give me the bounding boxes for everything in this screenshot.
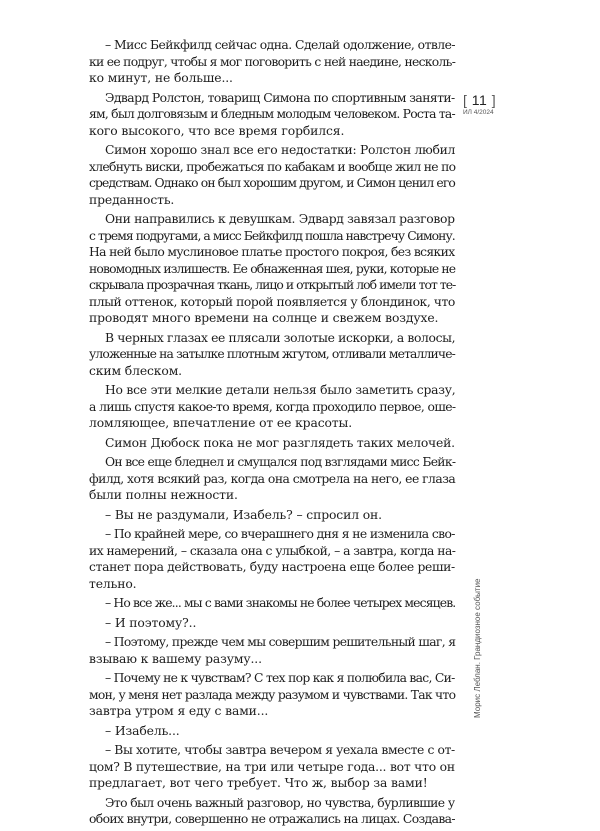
- text-line: взываю к вашему разуму...: [89, 651, 262, 666]
- paragraph: [89, 330, 455, 380]
- paragraph: [89, 37, 455, 87]
- text-line: филд, хотя всякий раз, когда она смотрела на него, ее глаза: [89, 471, 456, 486]
- paragraph: [89, 454, 455, 504]
- text-line: преданность.: [89, 192, 175, 207]
- paragraph: [89, 795, 455, 828]
- paragraph: [89, 615, 455, 632]
- bracket-open: [: [463, 92, 468, 108]
- text-line: станет пора действовать, буду настроена еще более реши-: [89, 560, 455, 574]
- bracket-close: ]: [491, 92, 497, 108]
- text-line: проводят много времени на солнце и свежем воздухе.: [89, 311, 439, 325]
- text-line: Симон хорошо знал все его недостатки: Ролстон любил: [105, 143, 456, 157]
- text-line: – Изабель...: [105, 723, 180, 738]
- text-line: их намерений, – сказала она с улыбкой, – а завтра, когда на-: [89, 543, 456, 558]
- body-text: [89, 37, 455, 831]
- paragraph: [89, 742, 455, 792]
- text-line: – Мисс Бейкфилд сейчас одна. Сделай одолжение, отвле-: [105, 38, 455, 52]
- paragraph: [89, 670, 455, 720]
- paragraph: [89, 90, 455, 140]
- text-line: – И поэтому?..: [105, 615, 197, 630]
- text-line: тельно.: [89, 576, 137, 591]
- text-line: ко минут, не больше...: [89, 71, 233, 85]
- text-line: На ней было муслиновое платье простого покроя, без всяких: [89, 245, 455, 259]
- text-line: Они направились к девушкам. Эдвард завязал разговор: [105, 212, 455, 226]
- paragraph: [89, 595, 455, 612]
- paragraph: [89, 507, 455, 524]
- text-line: были полны нежности.: [89, 488, 238, 502]
- text-line: ки ее подруг, чтобы я мог поговорить с ней наедине, несколь-: [89, 54, 456, 69]
- text-line: – Но все же... мы с вами знакомы не более четырех месяцев.: [105, 596, 456, 610]
- text-line: – По крайней мере, со вчерашнего дня я не изменила сво-: [105, 527, 455, 541]
- text-line: кого высокого, что все время горбился.: [89, 123, 345, 138]
- paragraph: [89, 723, 455, 740]
- text-line: мон, у меня нет разлада между разумом и чувствами. Так что: [89, 687, 456, 702]
- text-line: В черных глазах ее плясали золотые искорки, а волосы,: [105, 330, 456, 345]
- paragraph: [89, 211, 455, 327]
- text-line: – Вы не раздумали, Изабель? – спросил он.: [105, 507, 382, 522]
- text-line: обоих внутри, совершенно не отражались на лицах. Создава-: [89, 812, 455, 826]
- text-line: а лишь спустя какое-то время, когда проходило первое, оше-: [89, 399, 456, 414]
- text-line: предлагает, вот чего требует. Что ж, выбор за вами!: [89, 776, 428, 790]
- text-line: – Почему не к чувствам? С тех пор как я полюбила вас, Си-: [105, 671, 455, 685]
- text-line: завтра утром я еду с вами...: [89, 704, 269, 718]
- text-line: ломляющее, впечатление от ее красоты.: [89, 416, 353, 430]
- page-number-value: 11: [471, 92, 488, 108]
- text-line: Он все еще бледнел и смущался под взглядами мисс Бейк-: [105, 455, 456, 469]
- paragraph: [89, 435, 455, 452]
- running-title: [472, 548, 486, 718]
- running-title-text: Морис Леблан. Грандиозное событие: [473, 578, 482, 718]
- journal-issue: ИЛ 4/2024: [463, 109, 494, 116]
- paragraph: [89, 142, 455, 208]
- text-line: новомодных излишеств. Ее обнаженная шея, руки, которые не: [89, 261, 456, 276]
- text-line: плый оттенок, который порой появляется у блондинок, что: [89, 294, 455, 309]
- page-header: [463, 92, 507, 116]
- paragraph: [89, 382, 455, 432]
- text-line: уложенные на затылке плотным жгутом, отливали металличе-: [89, 347, 455, 361]
- text-line: Симон Дюбоск пока не мог разглядеть таких мелочей.: [105, 435, 455, 450]
- text-line: с тремя подругами, а мисс Бейкфилд пошла навстречу Симону.: [89, 228, 455, 243]
- paragraph: [89, 634, 455, 667]
- text-line: – Вы хотите, чтобы завтра вечером я уехала вместе с от-: [105, 743, 455, 757]
- page-number: [463, 92, 507, 108]
- text-line: хлебнуть виски, пробежаться по кабакам и вообще жил не по: [89, 159, 456, 174]
- text-line: Но все эти мелкие детали нельзя было заметить сразу,: [105, 383, 456, 397]
- text-line: ям, был долговязым и бледным молодым человеком. Роста та-: [89, 107, 455, 121]
- paragraph: [89, 526, 455, 592]
- text-line: цом? В путешествие, на три или четыре года... вот что он: [89, 759, 455, 774]
- text-line: скрывала прозрачная ткань, лицо и открытый лоб имели тот те-: [89, 278, 456, 292]
- text-line: средствам. Однако он был хорошим другом, и Симон ценил его: [89, 176, 455, 190]
- text-line: – Поэтому, прежде чем мы совершим решительный шаг, я: [105, 635, 456, 649]
- text-line: ским блеском.: [89, 363, 182, 378]
- text-line: Это был очень важный разговор, но чувства, бурлившие у: [105, 795, 455, 810]
- text-line: Эдвард Ролстон, товарищ Симона по спортивным заняти-: [105, 90, 455, 105]
